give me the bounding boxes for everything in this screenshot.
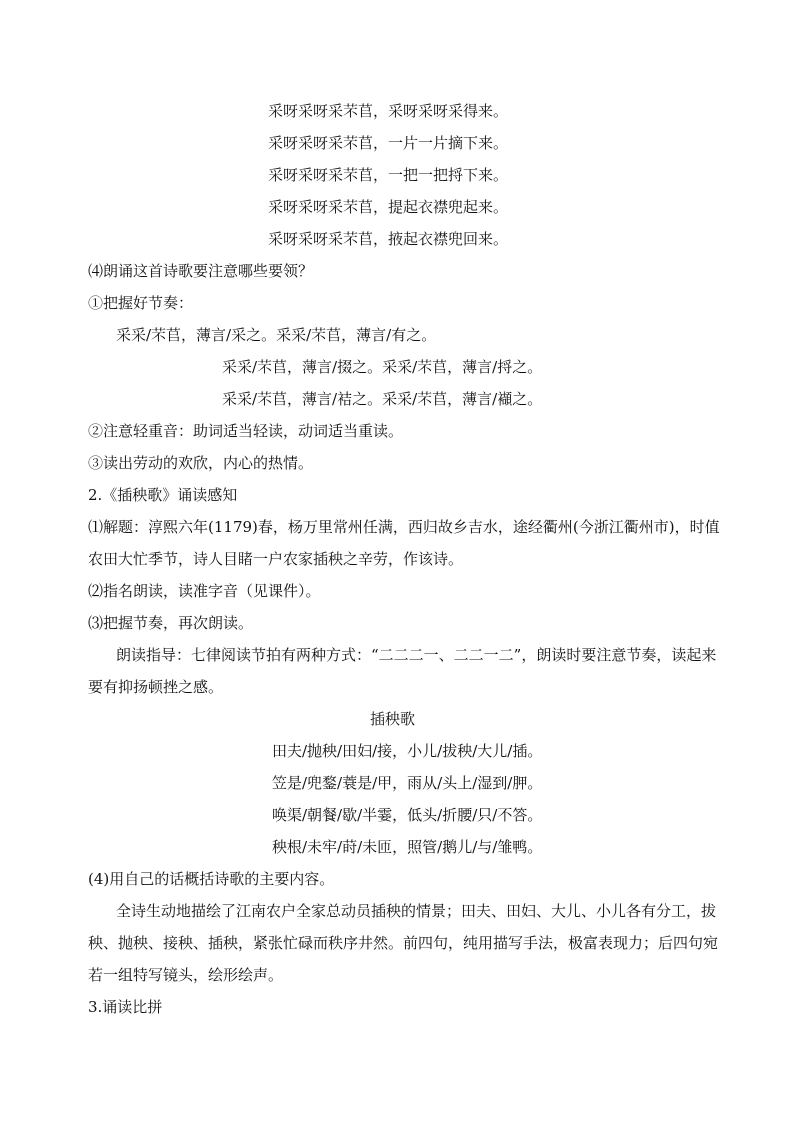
section-2-item-3: ⑶把握节奏，再次朗读。 [88, 614, 254, 632]
section-3-title: 3.诵读比拼 [88, 998, 163, 1016]
poem1-line-2: 采呀采呀采芣苢，一片一片摘下来。 [268, 134, 509, 152]
question-4b: (4)用自己的话概括诗歌的主要内容。 [88, 870, 335, 888]
poem1-line-4: 采呀采呀采芣苢，提起衣襟兜起来。 [268, 198, 509, 216]
poem2-line-2: 笠是/兜鍪/蓑是/甲，雨从/头上/湿到/胛。 [272, 774, 543, 792]
section-2-item-1: ⑴解题：淳熙六年(1179)春，杨万里常州任满，西归故乡吉水，途经衢州(今浙江衢州市)，时值农田大忙季节，诗人目睹一户农家插秧之辛劳，作该诗。 [88, 518, 720, 568]
poem1-line-3: 采呀采呀采芣苢，一把一把捋下来。 [268, 166, 509, 184]
question-4: ⑷朗诵这首诗歌要注意哪些要领？ [88, 262, 314, 280]
poem-summary: 全诗生动地描绘了江南农户全家总动员插秧的情景；田夫、田妇、大儿、小儿各有分工，拔秧、抛秧、接秧、插秧，紧张忙碌而秩序井然。前四句，纯用描写手法，极富表现力；后四句宛若一组特写镜头，绘形绘声。 [88, 902, 719, 984]
reading-guide: 朗读指导：七律阅读节拍有两种方式：“二二二一、二二一二”，朗读时要注意节奏，读起来要有抑扬顿挫之感。 [88, 646, 717, 696]
section-2-item-2: ⑵指名朗读，读准字音（见课件）。 [88, 582, 321, 600]
poem2-line-3: 唤渠/朝餐/歇/半霎，低头/折腰/只/不答。 [272, 806, 543, 824]
poem2-line-4: 秧根/未牢/莳/未匝，照管/鹅儿/与/雏鸭。 [272, 838, 543, 856]
point-2: ②注意轻重音：助词适当轻读，动词适当重读。 [88, 422, 404, 440]
rhythm-line-1: 采采/芣苢，薄言/采之。采采/芣苢，薄言/有之。 [116, 326, 437, 344]
point-3: ③读出劳动的欢欣，内心的热情。 [88, 454, 314, 472]
point-1-heading: ①把握好节奏： [88, 294, 194, 312]
poem1-line-5: 采呀采呀采芣苢，掖起衣襟兜回来。 [268, 230, 509, 248]
rhythm-line-3: 采采/芣苢，薄言/袺之。采采/芣苢，薄言/襭之。 [222, 390, 543, 408]
poem1-line-1: 采呀采呀采芣苢，采呀采呀采得来。 [268, 102, 509, 120]
poem2-line-1: 田夫/抛秧/田妇/接，小儿/拔秧/大儿/插。 [272, 742, 543, 760]
section-2-title: 2.《插秧歌》诵读感知 [88, 486, 238, 504]
poem2-title: 插秧歌 [370, 710, 416, 728]
rhythm-line-2: 采采/芣苢，薄言/掇之。采采/芣苢，薄言/捋之。 [222, 358, 543, 376]
